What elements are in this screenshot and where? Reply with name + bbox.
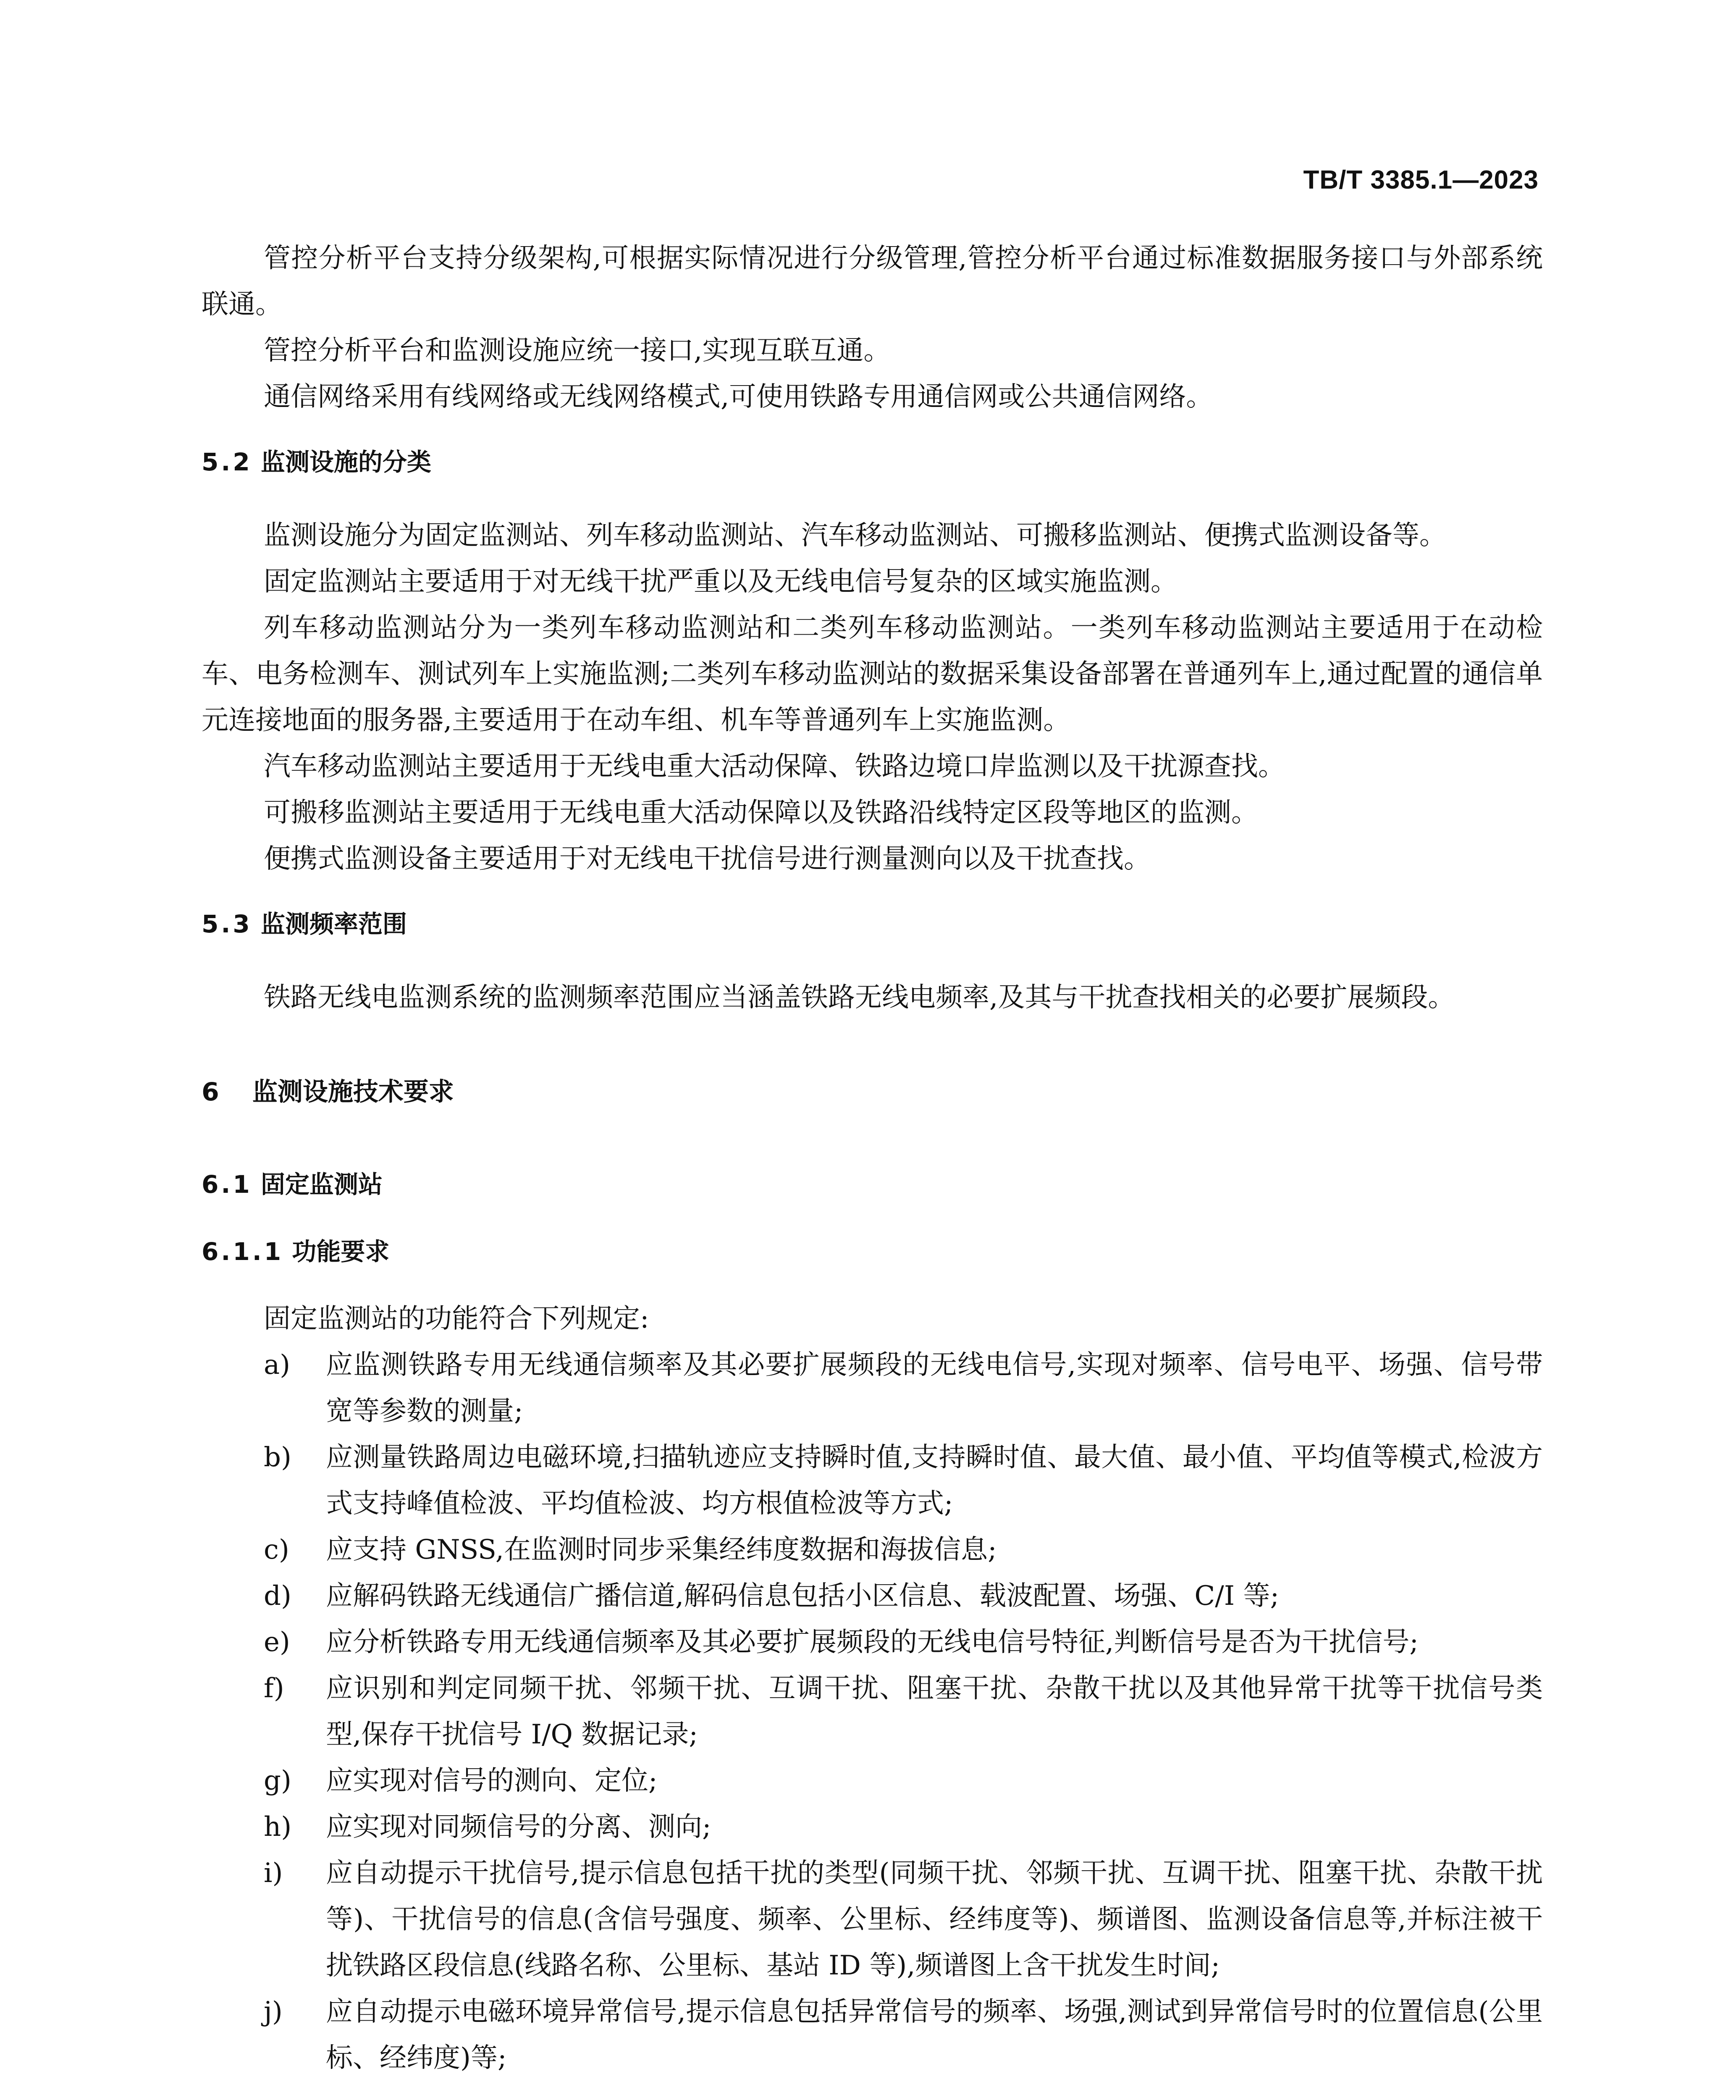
section-6-1-heading — [202, 1161, 1543, 1208]
section-5-2-paragraph-5: 可搬移监测站主要适用于无线电重大活动保障以及铁路沿线特定区段等地区的监测。 — [264, 797, 1258, 828]
section-5-2-paragraph-2: 固定监测站主要适用于对无线干扰严重以及无线电信号复杂的区域实施监测。 — [264, 566, 1177, 597]
list-item — [264, 1434, 1543, 1527]
list-item — [264, 1665, 1543, 1758]
list-item-mark: c) — [264, 1534, 289, 1565]
list-item — [264, 1619, 1543, 1665]
list-item-text: 应识别和判定同频干扰、邻频干扰、互调干扰、阻塞干扰、杂散干扰以及其他异常干扰等干扰信号类型,保存干扰信号 I/Q 数据记录; — [326, 1673, 1543, 1750]
section-5-2-paragraph-4: 汽车移动监测站主要适用于无线电重大活动保障、铁路边境口岸监测以及干扰源查找。 — [264, 751, 1285, 782]
list-item-mark: e) — [264, 1627, 290, 1658]
section-5-2-paragraph-3: 列车移动监测站分为一类列车移动监测站和二类列车移动监测站。一类列车移动监测站主要适用于在动检车、电务检测车、测试列车上实施监测;二类列车移动监测站的数据采集设备部署在普通列车上,通过配置的通信单元连接地面的服务器,主要适用于在动车组、机车等普通列车上实施监测。 — [202, 612, 1543, 736]
list-item-text: 应自动提示干扰信号,提示信息包括干扰的类型(同频干扰、邻频干扰、互调干扰、阻塞干扰、杂散干扰等)、干扰信号的信息(含信号强度、频率、公里标、经纬度等)、频谱图、监测设备信息等,并标注被干扰铁路区段信息(线路名称、公里标、基站 ID 等),频谱图上含干扰发生时间; — [326, 1858, 1543, 1981]
standard-code: TB/T 3385.1—2023 — [1303, 165, 1539, 194]
list-item — [264, 1342, 1543, 1434]
document-body — [202, 235, 1543, 2081]
list-item — [264, 1527, 1543, 1573]
section-6-1-1-lead: 固定监测站的功能符合下列规定: — [264, 1303, 649, 1334]
list-item-mark: d) — [264, 1580, 291, 1612]
list-item-mark: j) — [264, 1996, 283, 2027]
list-item-mark: a) — [264, 1349, 291, 1381]
list-item-text: 应实现对同频信号的分离、测向; — [326, 1811, 711, 1843]
section-6-1-title: 固定监测站 — [260, 1170, 383, 1199]
list-item — [264, 1804, 1543, 1850]
section-5-2-number: 5.2 — [202, 448, 252, 476]
list-item-text: 应监测铁路专用无线通信频率及其必要扩展频段的无线电信号,实现对频率、信号电平、场强、信号带宽等参数的测量; — [326, 1349, 1543, 1427]
intro-paragraph-3: 通信网络采用有线网络或无线网络模式,可使用铁路专用通信网或公共通信网络。 — [264, 381, 1213, 412]
list-item-text: 应实现对信号的测向、定位; — [326, 1765, 658, 1796]
section-6-title: 监测设施技术要求 — [252, 1077, 454, 1107]
list-item — [264, 1758, 1543, 1804]
list-item-text: 应解码铁路无线通信广播信道,解码信息包括小区信息、载波配置、场强、C/I 等; — [326, 1580, 1280, 1612]
list-item-text: 应分析铁路专用无线通信频率及其必要扩展频段的无线电信号特征,判断信号是否为干扰信号; — [326, 1627, 1419, 1658]
list-item-text: 应自动提示电磁环境异常信号,提示信息包括异常信号的频率、场强,测试到异常信号时的位置信息(公里标、经纬度)等; — [326, 1996, 1543, 2074]
section-6-1-1-number: 6.1.1 — [202, 1237, 284, 1266]
section-6-1-1-title: 功能要求 — [292, 1237, 390, 1266]
section-5-2-paragraph-6: 便携式监测设备主要适用于对无线电干扰信号进行测量测向以及干扰查找。 — [264, 843, 1151, 874]
list-item-mark: i) — [264, 1858, 283, 1889]
section-5-3-paragraph-1: 铁路无线电监测系统的监测频率范围应当涵盖铁路无线电频率,及其与干扰查找相关的必要扩展频段。 — [264, 982, 1455, 1013]
section-6-1-number: 6.1 — [202, 1170, 252, 1199]
list-item-mark: h) — [264, 1811, 292, 1843]
requirement-list — [202, 1342, 1543, 2081]
list-item-mark: g) — [264, 1765, 291, 1796]
section-6-heading — [202, 1069, 1543, 1115]
list-item — [264, 1850, 1543, 1989]
section-5-2-paragraph-1: 监测设施分为固定监测站、列车移动监测站、汽车移动监测站、可搬移监测站、便携式监测设备等。 — [264, 520, 1446, 551]
section-5-3-number: 5.3 — [202, 910, 252, 938]
list-item-text: 应测量铁路周边电磁环境,扫描轨迹应支持瞬时值,支持瞬时值、最大值、最小值、平均值等模式,检波方式支持峰值检波、平均值检波、均方根值检波等方式; — [326, 1442, 1543, 1519]
list-item — [264, 1573, 1543, 1619]
intro-paragraph-1: 管控分析平台支持分级架构,可根据实际情况进行分级管理,管控分析平台通过标准数据服务接口与外部系统联通。 — [202, 243, 1543, 320]
section-6-number: 6 — [202, 1077, 222, 1107]
list-item-text: 应支持 GNSS,在监测时同步采集经纬度数据和海拔信息; — [326, 1534, 997, 1565]
section-5-3-heading — [202, 901, 1543, 947]
list-item — [264, 1989, 1543, 2081]
section-5-3-title: 监测频率范围 — [260, 910, 407, 938]
section-5-2-heading — [202, 439, 1543, 485]
section-6-1-1-heading — [202, 1228, 1543, 1275]
list-item-mark: f) — [264, 1673, 284, 1704]
intro-paragraph-2: 管控分析平台和监测设施应统一接口,实现互联互通。 — [264, 335, 891, 366]
section-5-2-title: 监测设施的分类 — [260, 448, 431, 476]
list-item-mark: b) — [264, 1442, 291, 1473]
